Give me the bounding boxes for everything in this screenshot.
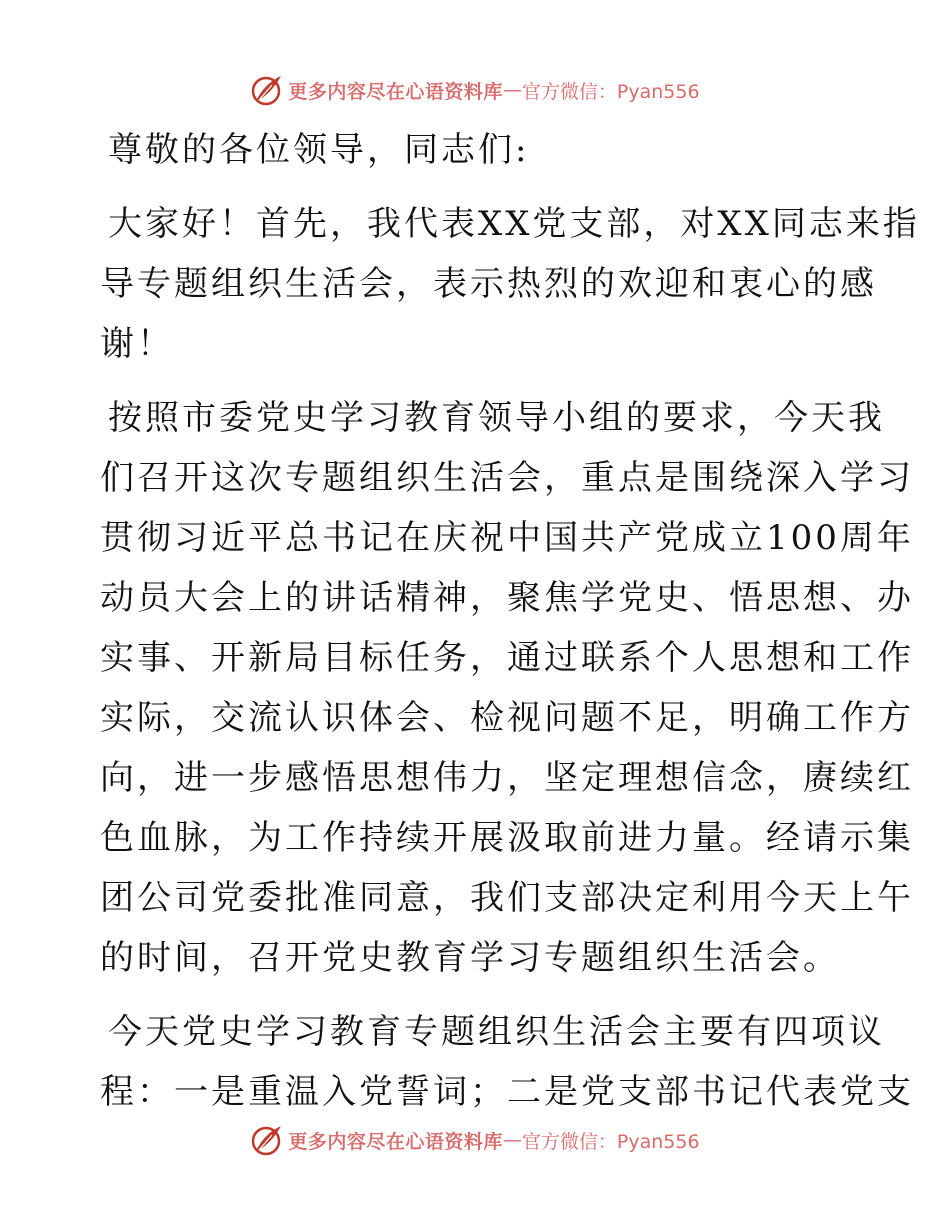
paragraph-line: 实事、开新局目标任务，通过联系个人思想和工作	[100, 638, 914, 678]
paragraph-line: 今天党史学习教育专题组织生活会主要有四项议	[108, 1012, 885, 1052]
paragraph-line: 动员大会上的讲话精神，聚焦学党史、悟思想、办	[100, 578, 914, 618]
paragraph-line: 导专题组织生活会，表示热烈的欢迎和衷心的感	[100, 264, 877, 304]
watermark-separator: —	[502, 79, 522, 101]
paragraph-line: 谢！	[100, 324, 174, 364]
feather-pen-logo-icon	[250, 1123, 284, 1157]
paragraph-line: 的时间，召开党史教育学习专题组织生活会。	[100, 938, 840, 978]
watermark-text: 更多内容尽在心语资料库	[288, 80, 503, 103]
paragraph-line: 团公司党委批准同意，我们支部决定利用今天上午	[100, 878, 914, 918]
watermark-wechat: 官方微信：Pyan556	[521, 1130, 700, 1153]
watermark-wechat: 官方微信：Pyan556	[521, 80, 700, 103]
paragraph-line: 程：一是重温入党誓词；二是党支部书记代表党支	[100, 1072, 914, 1112]
paragraph-line: 色血脉，为工作持续开展汲取前进力量。经请示集	[100, 818, 914, 858]
paragraph-1	[100, 194, 920, 374]
paragraph-line: 贯彻习近平总书记在庆祝中国共产党成立100周年	[100, 518, 914, 558]
paragraph-line: 大家好！首先，我代表XX党支部，对XX同志来指	[108, 204, 920, 244]
watermark-separator: —	[502, 1129, 522, 1151]
document-body	[100, 120, 920, 1122]
paragraph-line: 向，进一步感悟思想伟力，坚定理想信念，赓续红	[100, 758, 914, 798]
watermark-banner-top	[0, 70, 950, 110]
paragraph-line: 实际，交流认识体会、检视问题不足，明确工作方	[100, 698, 914, 738]
watermark-banner-bottom	[0, 1120, 950, 1160]
feather-pen-logo-icon	[250, 73, 284, 107]
paragraph-3	[100, 1002, 914, 1122]
paragraph-2	[100, 388, 914, 988]
paragraph-line: 按照市委党史学习教育领导小组的要求，今天我	[108, 398, 885, 438]
salutation: 尊敬的各位领导，同志们:	[108, 130, 530, 170]
watermark-text: 更多内容尽在心语资料库	[288, 1130, 503, 1153]
paragraph-line: 们召开这次专题组织生活会，重点是围绕深入学习	[100, 458, 914, 498]
